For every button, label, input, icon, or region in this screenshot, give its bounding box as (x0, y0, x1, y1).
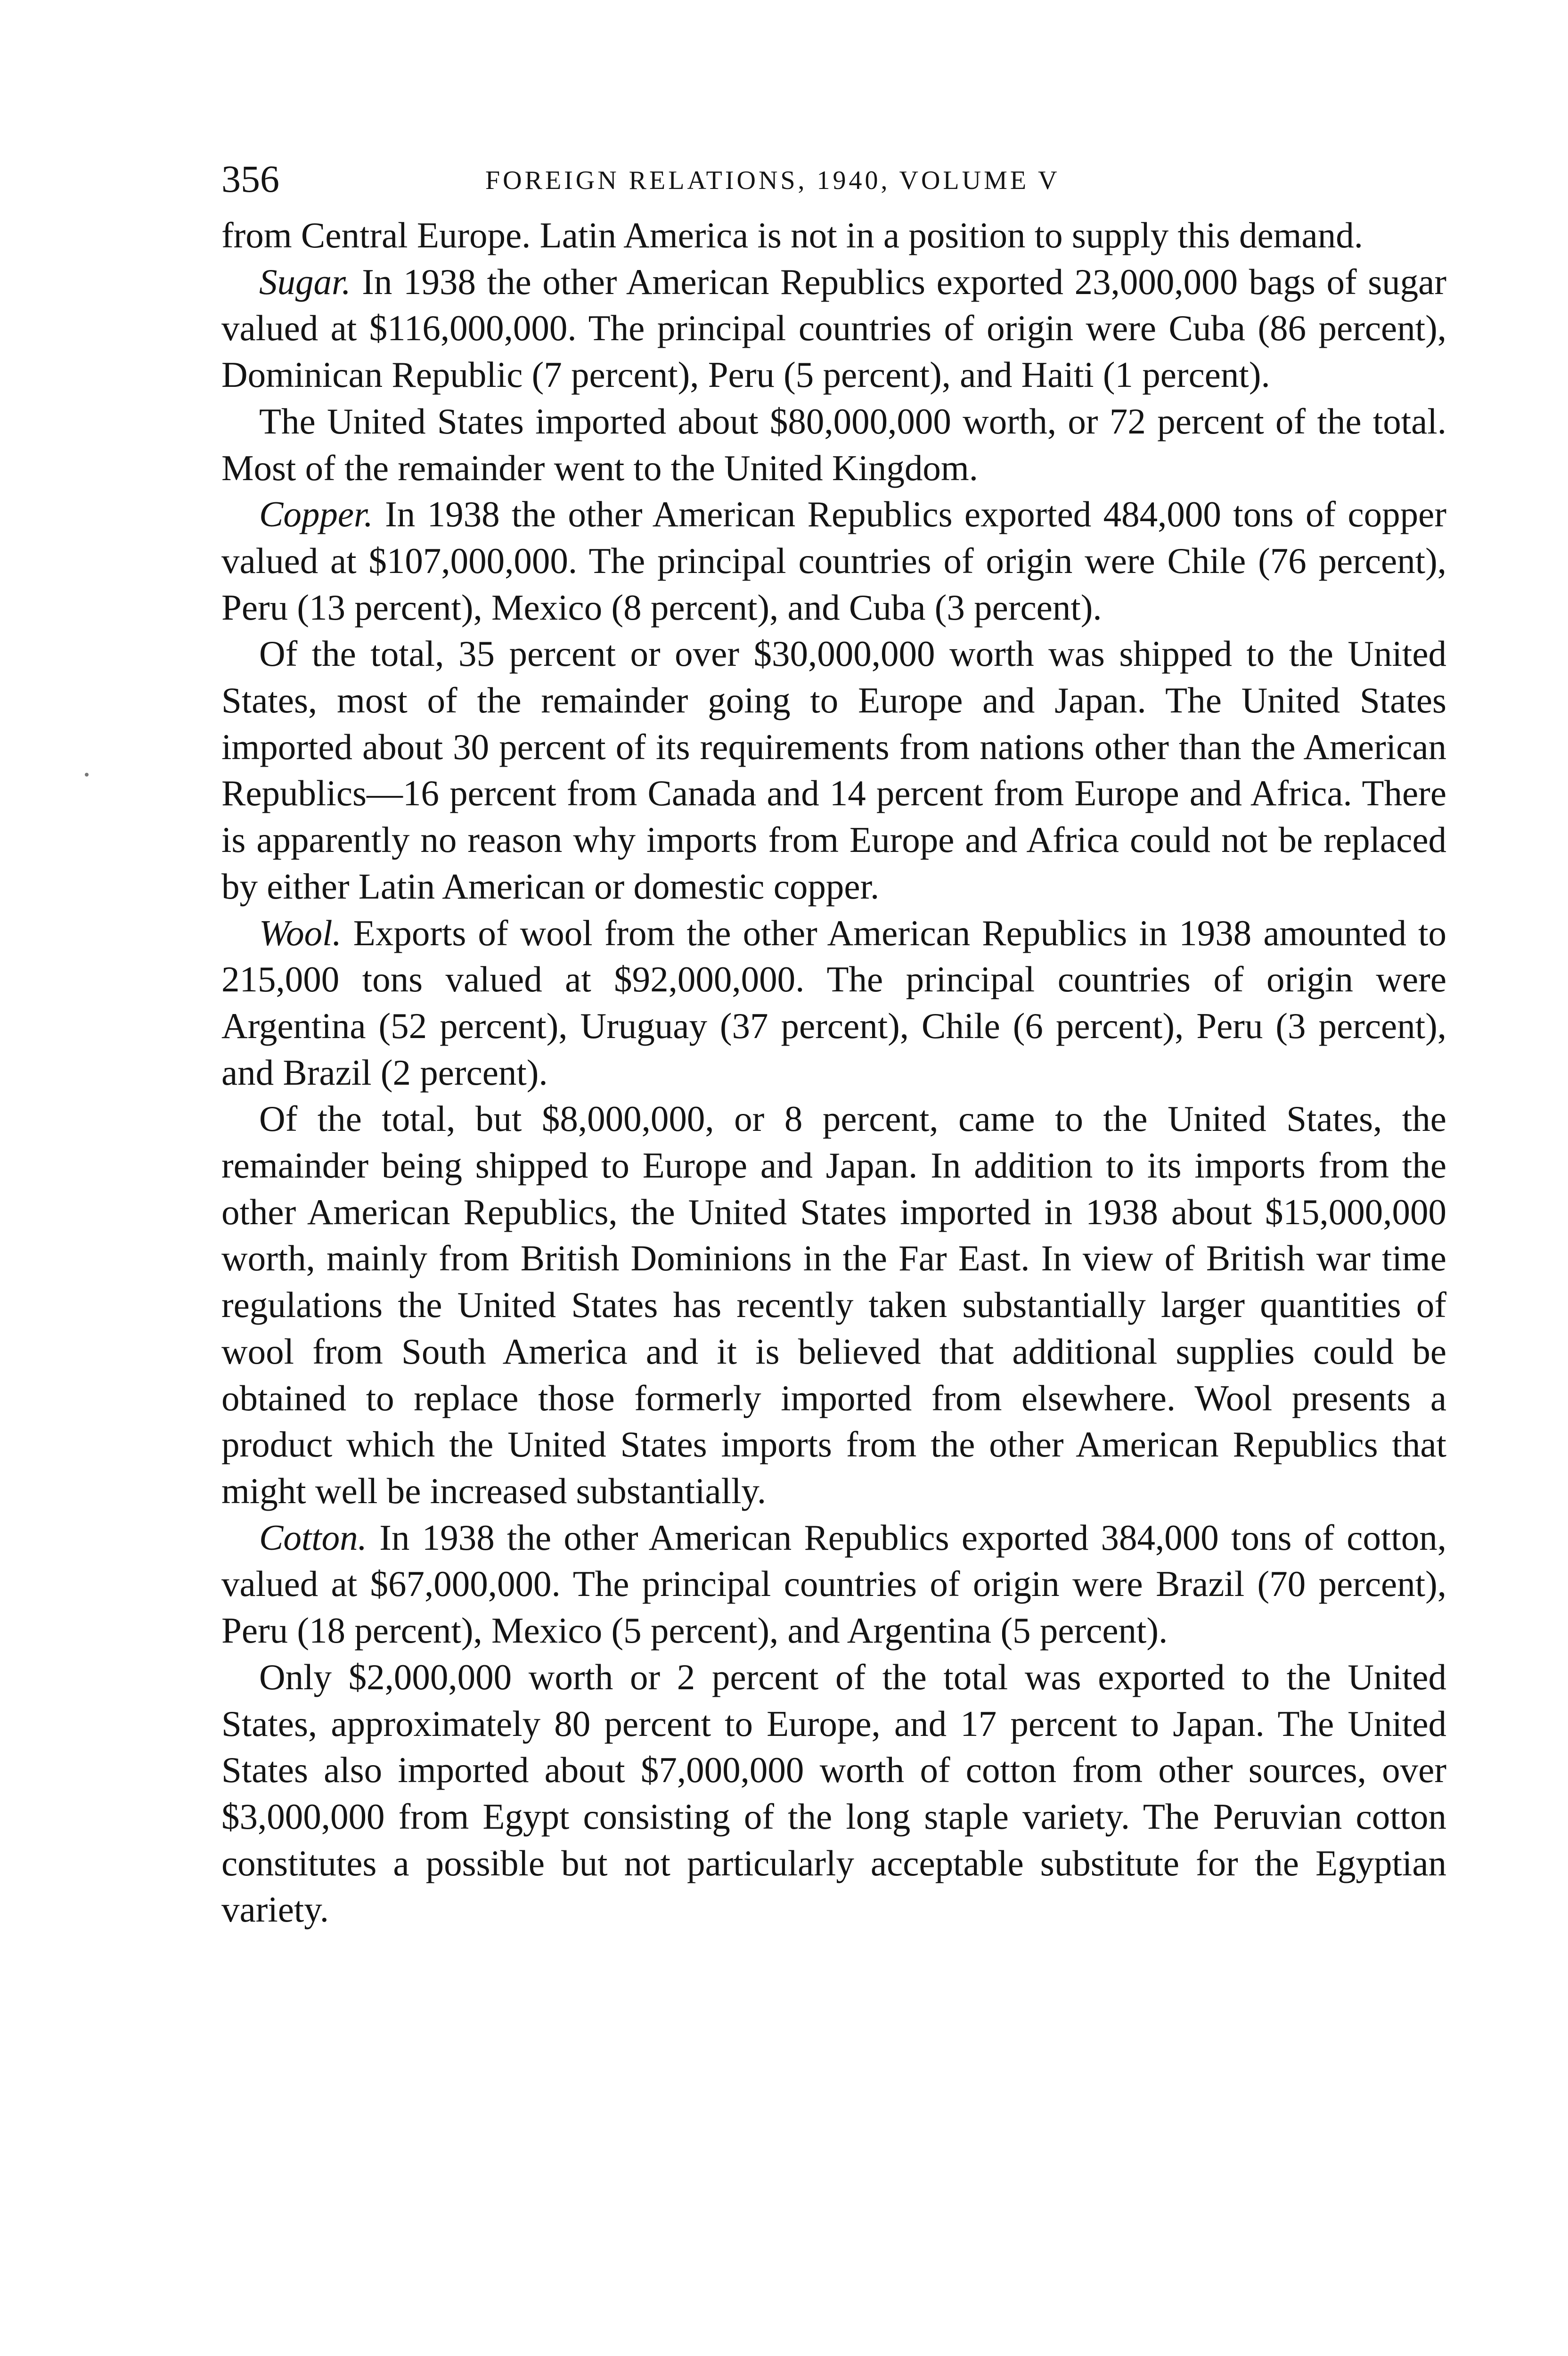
running-head: FOREIGN RELATIONS, 1940, VOLUME V (485, 166, 1060, 195)
paragraph-text: from Central Europe. Latin America is not in a position to supply this demand. (221, 215, 1363, 255)
paragraph-cotton (221, 1514, 1446, 1654)
paragraph-text: The United States imported about $80,000,000 worth, or 72 percent of the total. Most of the remainder went to the United Kingdom. (221, 401, 1446, 488)
paragraph-wool (221, 910, 1446, 1096)
topic-heading-cotton: Cotton. (259, 1517, 367, 1558)
topic-heading-wool: Wool. (259, 912, 342, 953)
paragraph-text: Of the total, 35 percent or over $30,000,000 worth was shipped to the United States, most of the remainder going to Europe and Japan. The United States imported about 30 percent of its requirements from nations other than the American Republics—16 percent from Canada and 14 percent from Europe and Africa. There is apparently no reason why imports from Europe and Africa could not be replaced by either Latin American or domestic copper. (221, 633, 1446, 907)
paragraph-text: In 1938 the other American Republics exported 484,000 tons of copper valued at $107,000,000. The principal countries of origin were Chile (76 percent), Peru (13 percent), Mexico (8 percent), and Cuba (3 percent). (221, 494, 1446, 628)
paragraph-text: In 1938 the other American Republics exported 23,000,000 bags of sugar valued at $116,000,000. The principal countries of origin were Cuba (86 percent), Dominican Republic (7 percent), Peru (5 percent), and Haiti (1 percent). (221, 261, 1446, 395)
topic-heading-sugar: Sugar. (259, 261, 351, 302)
topic-heading-copper: Copper. (259, 494, 373, 535)
margin-speck (85, 773, 89, 777)
paragraph-continuation (221, 212, 1446, 259)
paragraph-cotton-imports (221, 1654, 1446, 1933)
paragraph-copper (221, 491, 1446, 630)
document-page (221, 155, 1446, 1933)
paragraph-sugar-imports (221, 398, 1446, 491)
paragraph-text: In 1938 the other American Republics exported 384,000 tons of cotton, valued at $67,000,000. The principal countries of origin were Brazil (70 percent), Peru (18 percent), Mexico (5 percent), and Argentina (5 percent). (221, 1517, 1446, 1651)
paragraph-text: Exports of wool from the other American Republics in 1938 amounted to 215,000 tons valued at $92,000,000. The principal countries of origin were Argentina (52 percent), Uruguay (37 percent), Chile (6 percent), Peru (3 percent), and Brazil (2 percent). (221, 912, 1446, 1093)
paragraph-text: Only $2,000,000 worth or 2 percent of the total was exported to the United States, approximately 80 percent to Europe, and 17 percent to Japan. The United States also imported about $7,000,000 worth of cotton from other sources, over $3,000,000 from Egypt consisting of the long staple variety. The Peruvian cotton constitutes a possible but not particularly acceptable substitute for the Egyptian variety. (221, 1656, 1446, 1930)
page-number: 356 (221, 157, 279, 200)
paragraph-text: Of the total, but $8,000,000, or 8 percent, came to the United States, the remainder being shipped to Europe and Japan. In addition to its imports from the other American Republics, the United States imported in 1938 about $15,000,000 worth, mainly from British Dominions in the Far East. In view of British war time regulations the United States has recently taken substantially larger quantities of wool from South America and it is believed that additional supplies could be obtained to replace those formerly imported from elsewhere. Wool presents a product which the United States imports from the other American Republics that might well be increased substantially. (221, 1098, 1446, 1511)
page-header (221, 155, 1446, 212)
body-text (221, 212, 1446, 1933)
paragraph-sugar (221, 259, 1446, 398)
paragraph-copper-imports (221, 630, 1446, 909)
paragraph-wool-imports (221, 1096, 1446, 1514)
